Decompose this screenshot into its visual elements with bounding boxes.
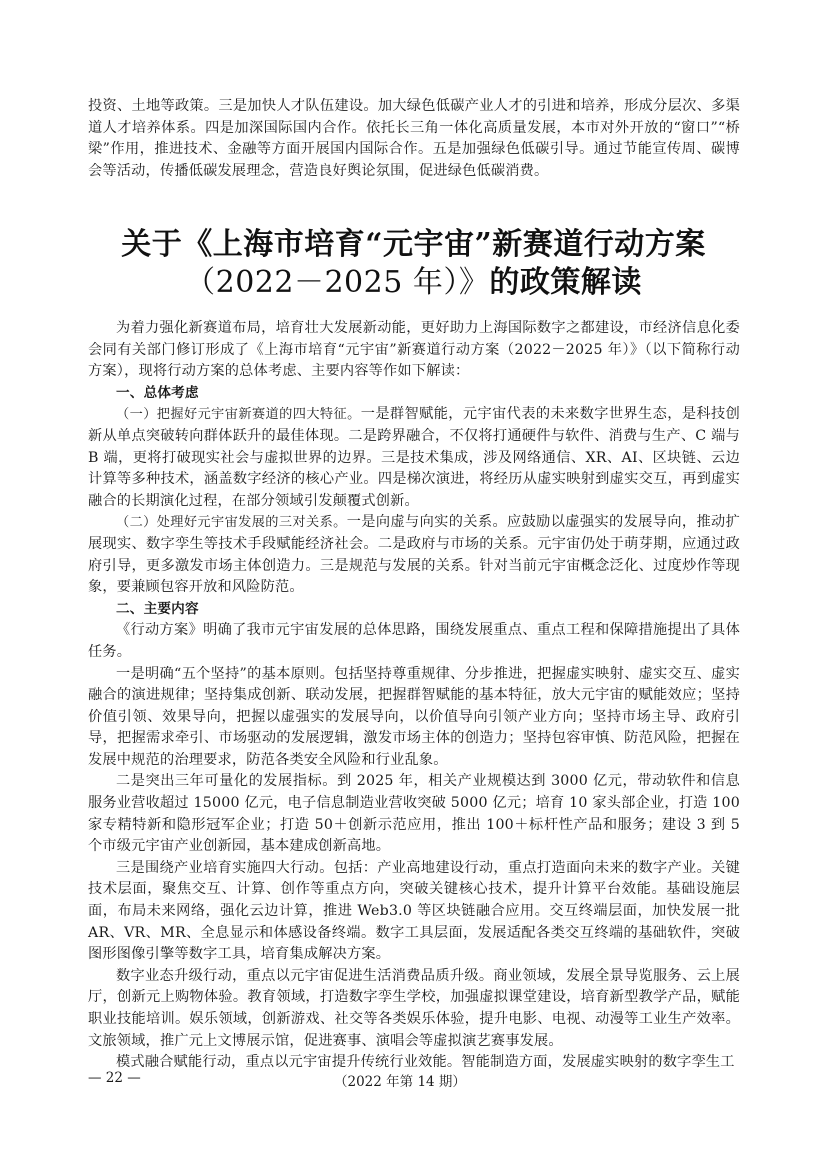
s2-paragraph-2: 一是明确“五个坚持”的基本原则。包括坚持尊重规律、分步推进，把握虚实映射、虚实交互、虚实融合的演进规律；坚持集成创新、联动发展，把握群智赋能的基本特征，放大元宇宙的赋能效应；坚持价值引领、效果导向，把握以虚强实的发展导向，以价值导向引领产业方向；坚持市场主导、政府引导，把握需求牵引、市场驱动的发展逻辑，激发市场主体的创造力；坚持包容审慎、防范风险，把握在发展中规范的治理要求，防范各类安全风险和行业乱象。 xyxy=(88,665,740,768)
s1-p2-text: 一是向虚与向实的关系。应鼓励以虚强实的发展导向，推动扩展现实、数字孪生等技术手段赋能经济社会。二是政府与市场的关系。元宇宙仍处于萌芽期，应通过政府引导，更多激发市场主体创造力。三是规范与发展的关系。针对当前元宇宙概念泛化、过度炒作等现象，要兼顾包容开放和风险防范。 xyxy=(88,514,740,596)
s2-paragraph-3: 二是突出三年可量化的发展指标。到 2025 年，相关产业规模达到 3000 亿元，带动软件和信息服务业营收超过 15000 亿元，电子信息制造业营收突破 5000 亿元；培育 10 家头部企业，打造 100 家专精特新和隐形冠军企业；打造 50＋创新示范应用，推出 100＋标杆性产品和服务；建设 3 到 5 个市级元宇宙产业创新园，基本建成创新高地。 xyxy=(88,773,740,855)
s1-p1-subheading: （一）把握好元宇宙新赛道的四大特征。 xyxy=(116,407,361,423)
lead-paragraph: 为着力强化新赛道布局，培育壮大发展新动能，更好助力上海国际数字之都建设，市经济信息化委会同有关部门修订形成了《上海市培育“元宇宙”新赛道行动方案（2022－2025 年）》（以下简称行动方案），现将行动方案的总体考虑、主要内容等作如下解读： xyxy=(88,320,740,380)
title-years: （2022－2025 年）》 xyxy=(185,265,490,300)
s1-p1-text: 一是群智赋能，元宇宙代表的未来数字世界生态，是科技创新从单点突破转向群体跃升的最佳体现。二是跨界融合，不仅将打通硬件与软件、消费与生产、C 端与 B 端，更将打破现实社会与虚拟世界的边界。三是技术集成，涉及网络通信、XR、AI、区块链、云边计算等多种技术，涵盖数字经济的核心产业。四是梯次演进，将经历从虚实映射到虚实交互，再到虚实融合的长期演化过程，在部分领域引发颠覆式创新。 xyxy=(88,406,740,509)
article-title xyxy=(0,226,827,302)
s2-paragraph-4: 三是围绕产业培育实施四大行动。包括：产业高地建设行动，重点打造面向未来的数字产业。关键技术层面，聚焦交互、计算、创作等重点方向，突破关键核心技术，提升计算平台效能。基础设施层面，布局未来网络，强化云边计算，推进 Web3.0 等区块链融合应用。交互终端层面，加快发展一批 AR、VR、MR、全息显示和体感设备终端。数字工具层面，发展适配各类交互终端的基础软件，突破图形图像引擎等数字工具，培育集成解决方案。 xyxy=(88,859,740,963)
intro-block xyxy=(88,96,740,182)
page-number: — 22 — xyxy=(88,1070,141,1086)
s1-p2-subheading: （二）处理好元宇宙发展的三对关系。 xyxy=(116,515,347,531)
section-heading-1: 一、总体考虑 xyxy=(116,384,199,401)
title-line-2 xyxy=(0,264,827,302)
article-body xyxy=(88,318,740,1074)
page-footer xyxy=(88,1070,740,1090)
intro-paragraph: 投资、土地等政策。三是加快人才队伍建设。加大绿色低碳产业人才的引进和培养，形成分层次、多渠道人才培养体系。四是加深国际国内合作。依托长三角一体化高质量发展，本市对外开放的“窗口”“桥梁”作用，推进技术、金融等方面开展国内国际合作。五是加强绿色低碳引导。通过节能宣传周、碳博会等活动，传播低碳发展理念，营造良好舆论氛围，促进绿色低碳消费。 xyxy=(88,98,740,179)
title-suffix: 的政策解读 xyxy=(489,265,642,300)
section-heading-2: 二、主要内容 xyxy=(116,600,199,617)
s2-paragraph-1: 《行动方案》明确了我市元宇宙发展的总体思路，围绕发展重点、重点工程和保障措施提出了具体任务。 xyxy=(88,622,740,660)
issue-label: （2022 年第 14 期） xyxy=(334,1074,466,1090)
s2-paragraph-6: 模式融合赋能行动，重点以元宇宙提升传统行业效能。智能制造方面，发展虚实映射的数字孪生工 xyxy=(116,1054,735,1071)
s1-paragraph-2 xyxy=(88,512,740,598)
s2-paragraph-5: 数字业态升级行动，重点以元宇宙促进生活消费品质升级。商业领域，发展全景导览服务、云上展厅，创新元上购物体验。教育领域，打造数字孪生学校，加强虚拟课堂建设，培育新型教学产品，赋能职业技能培训。娱乐领域，创新游戏、社交等各类娱乐体验，提升电影、电视、动漫等工业生产效率。文旅领域，推广元上文博展示馆，促进赛事、演唱会等虚拟演艺赛事发展。 xyxy=(88,967,740,1049)
title-line-1: 关于《上海市培育“元宇宙”新赛道行动方案 xyxy=(121,227,706,262)
s1-paragraph-1 xyxy=(88,404,740,512)
